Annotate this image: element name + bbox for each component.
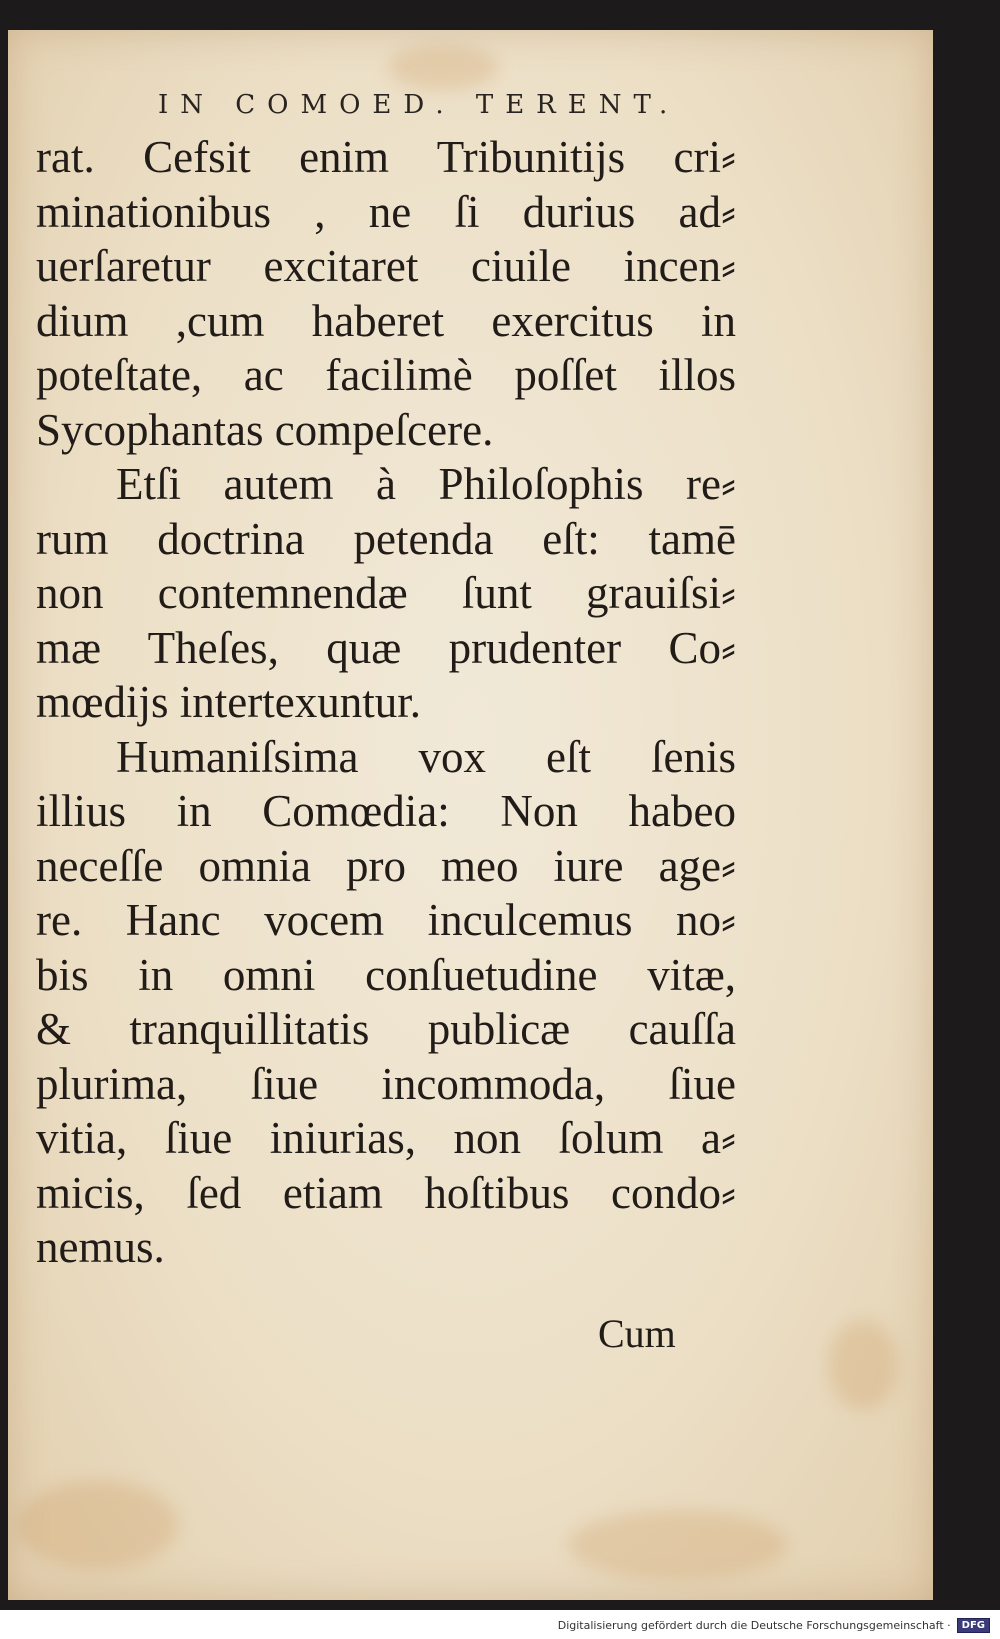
paper-stain <box>388 45 498 90</box>
text-line: micis, ſed etiam hoſtibus condo⸗ <box>36 1167 736 1218</box>
text-line: illius in Comœdia: Non habeo <box>36 786 736 836</box>
text-line: vitia, ſiue iniurias, non ſolum a⸗ <box>36 1113 736 1163</box>
text-line: poteſtate, ac facilimè poſſet illos <box>36 350 736 400</box>
paper-stain <box>18 1480 178 1570</box>
text-line: bis in omni conſuetudine vitæ, <box>36 949 736 1000</box>
text-line: plurima, ſiue incommoda, ſiue <box>36 1058 736 1109</box>
text-line: & tranquillitatis publicæ cauſſa <box>36 1004 736 1054</box>
text-line: minationibus , ne ſi durius ad⸗ <box>36 186 736 237</box>
text-line: rum doctrina petenda eſt: tamē <box>36 513 736 564</box>
text-line: nemus. <box>36 1222 165 1272</box>
running-header: IN COMOED. TERENT. <box>158 90 680 120</box>
dfg-logo-icon: DFG <box>957 1618 990 1633</box>
body-text <box>36 130 736 1275</box>
text-line: uerſaretur excitaret ciuile incen⸗ <box>36 241 736 291</box>
paper-stain <box>828 1320 898 1410</box>
text-line: Etſi autem à Philoſophis re⸗ <box>116 459 736 509</box>
text-line: mœdijs intertexuntur. <box>36 677 421 727</box>
book-page <box>8 30 933 1600</box>
text-line: Sycophantas compeſcere. <box>36 404 494 455</box>
text-line: dium ,cum haberet exercitus in <box>36 295 736 346</box>
text-line: non contemnendæ ſunt grauiſsi⸗ <box>36 568 736 618</box>
catchword: Cum <box>598 1311 676 1356</box>
paper-stain <box>568 1510 788 1580</box>
credit-text: Digitalisierung gefördert durch die Deutsche Forschungsgemeinschaft · <box>557 1619 951 1632</box>
digitization-credit <box>558 1618 990 1633</box>
text-line: neceſſe omnia pro meo iure age⸗ <box>36 840 736 891</box>
text-line: mæ Theſes, quæ prudenter Co⸗ <box>36 622 736 673</box>
text-line: rat. Cefsit enim Tribunitijs cri⸗ <box>36 132 736 182</box>
text-line: re. Hanc vocem inculcemus no⸗ <box>36 895 736 945</box>
text-line: Humaniſsima vox eſt ſenis <box>116 731 736 782</box>
